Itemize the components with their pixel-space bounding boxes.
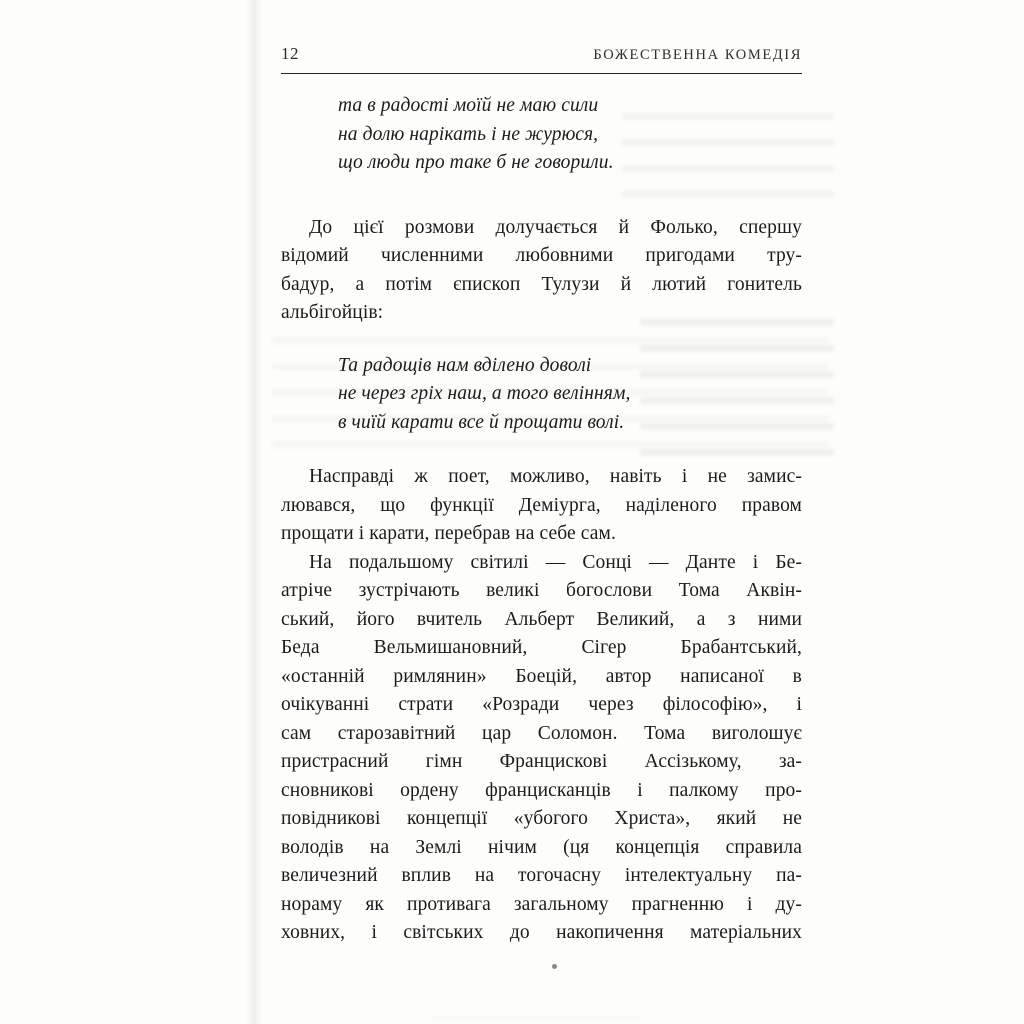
verse-block bbox=[338, 352, 802, 438]
text-line: не через гріх наш, а того велінням, bbox=[338, 383, 631, 404]
text-line: величезний вплив на тогочасну інтелектуальну па- bbox=[281, 865, 802, 886]
page-gutter-shadow bbox=[246, 0, 262, 1024]
page-number: 12 bbox=[281, 44, 299, 63]
paragraph bbox=[281, 214, 802, 328]
page-ornament-dot bbox=[552, 964, 557, 969]
text-line: Беда Вельмишановний, Сігер Брабантський, bbox=[281, 637, 802, 658]
text-line: що люди про таке б не говорили. bbox=[338, 152, 614, 173]
text-line: володів на Землі нічим (ця концепція справила bbox=[281, 836, 802, 858]
text-line: повідниковi концепції «убогого Христа», який не bbox=[281, 808, 802, 829]
text-line: бадур, а потім єпископ Тулузи й лютий гонитель bbox=[281, 273, 802, 295]
text-line: До цієї розмови долучається й Фолько, спершу bbox=[309, 216, 802, 238]
paragraph bbox=[281, 463, 802, 549]
text-line: ський, його вчитель Альберт Великий, а з ними bbox=[281, 608, 802, 630]
running-head-title: БОЖЕСТВЕННА КОМЕДІЯ bbox=[593, 47, 802, 63]
text-line: атріче зустрічають великі богослови Тома Аквін- bbox=[281, 580, 802, 601]
text-line: сам старозавітний цар Соломон. Тома виголошує bbox=[281, 722, 802, 744]
text-line: пристрасний гімн Францискові Ассізькому, за- bbox=[281, 751, 802, 772]
text-line: На подальшому світилі — Сонці — Данте і Бе- bbox=[309, 551, 802, 573]
running-head bbox=[281, 44, 802, 66]
text-flow bbox=[281, 92, 802, 948]
verse-block bbox=[338, 92, 802, 178]
text-line: прощати і карати, перебрав на себе сам. bbox=[281, 523, 616, 544]
text-line: на долю нарікать і не журюся, bbox=[338, 123, 599, 145]
text-line: очікуванні страти «Розради через філософію», і bbox=[281, 694, 802, 715]
text-line: нораму як противага загальному прагненню і ду- bbox=[281, 893, 802, 915]
text-line: Насправді ж поет, можливо, навіть і не замис- bbox=[309, 466, 802, 487]
page-content bbox=[281, 44, 802, 948]
text-line: ховних, і світських до накопичення матеріальних bbox=[281, 922, 802, 943]
page-bleed-through bbox=[430, 998, 640, 1018]
text-line: сновникові ордену францисканців і палкому про- bbox=[281, 779, 802, 801]
text-line: лювався, що функції Деміурга, наділеного правом bbox=[281, 494, 802, 516]
text-line: та в радості моїй не маю сили bbox=[338, 95, 599, 116]
text-line: Та радощів нам вділено доволі bbox=[338, 354, 592, 376]
header-rule bbox=[281, 73, 802, 74]
text-line: альбігойців: bbox=[281, 302, 384, 323]
text-line: в чиїй карати все й прощати волі. bbox=[338, 411, 625, 433]
text-line: відомий численними любовними пригодами тру- bbox=[281, 245, 802, 266]
paragraph bbox=[281, 549, 802, 948]
text-line: «останній римлянин» Боецій, автор написаної в bbox=[281, 665, 802, 687]
